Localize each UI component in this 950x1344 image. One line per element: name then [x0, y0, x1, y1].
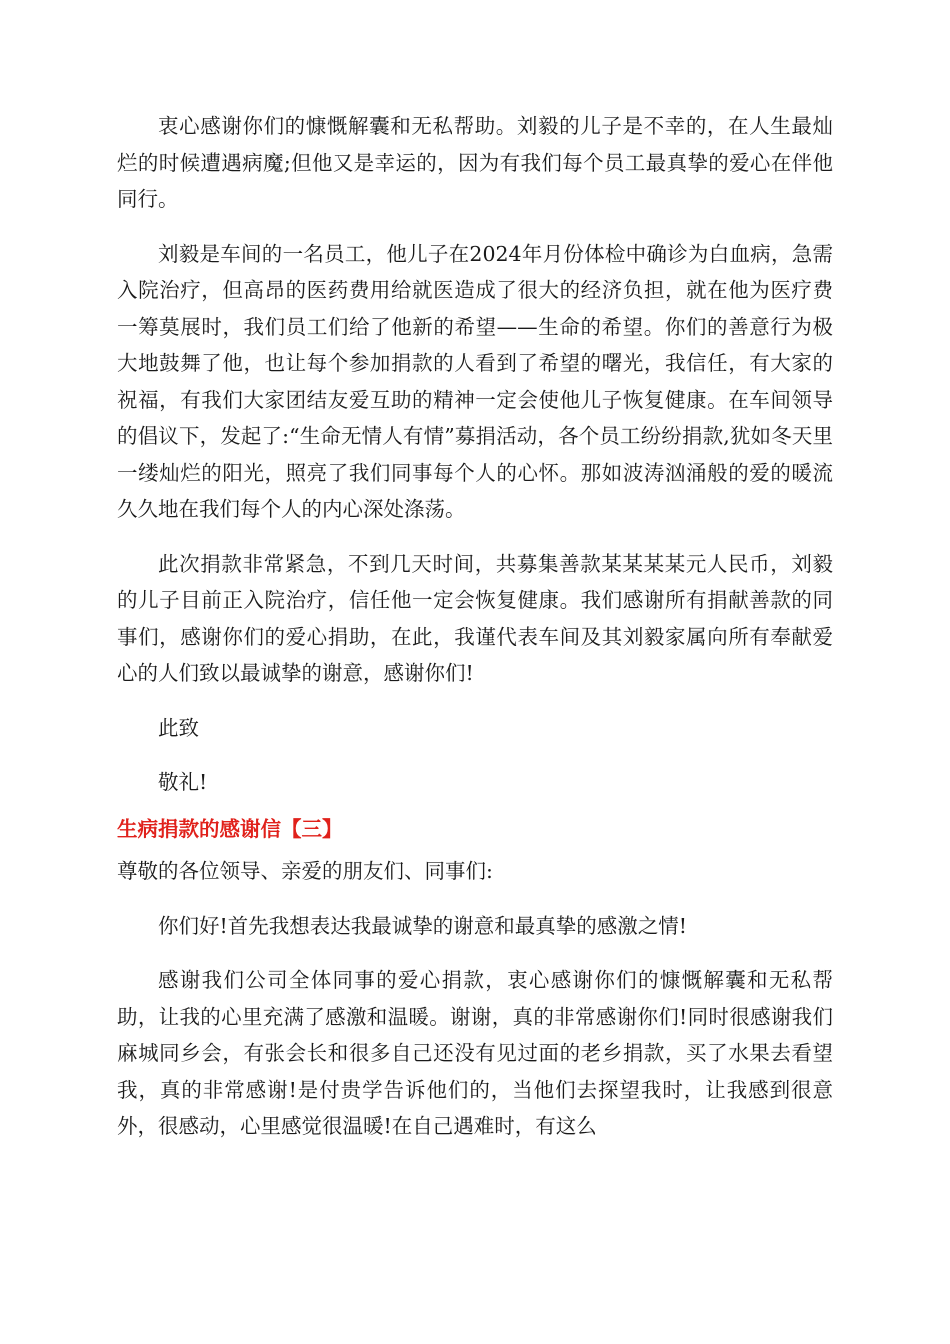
- paragraph-story: 刘毅是车间的一名员工，他儿子在2024年月份体检中确诊为白血病，急需入院治疗，但高昂的医药费用给就医造成了很大的经济负担，就在他为医疗费一筹莫展时，我们员工们给了他新的希望——生命的希望。你们的善意行为极大地鼓舞了他，也让每个参加捐款的人看到了希望的曙光，我信任，有大家的祝福，有我们大家团结友爱互助的精神一定会使他儿子恢复健康。在车间领导的倡议下，发起了:“生命无情人有情”募捐活动，各个员工纷纷捐款,犹如冬天里一缕灿烂的阳光，照亮了我们同事每个人的心怀。那如波涛汹涌般的爱的暖流久久地在我们每个人的内心深处涤荡。: [117, 241, 833, 521]
- paragraph-gratitude: 感谢我们公司全体同事的爱心捐款，衷心感谢你们的慷慨解囊和无私帮助，让我的心里充满了感激和温暖。谢谢，真的非常感谢你们!同时很感谢我们麻城同乡会，有张会长和很多自己还没有见过面的老乡捐款，买了水果去看望我，真的非常感谢!是付贵学告诉他们的，当他们去探望我时，让我感到很意外，很感动，心里感觉很温暖!在自己遇难时，有这么: [117, 968, 833, 1138]
- salutation: 尊敬的各位领导、亲爱的朋友们、同事们:: [117, 859, 493, 883]
- section-title: 生病捐款的感谢信【三】: [117, 816, 343, 841]
- closing-jingli: 敬礼!: [158, 770, 208, 794]
- paragraph-donation-summary: 此次捐款非常紧急，不到几天时间，共募集善款某某某某元人民币，刘毅的儿子目前正入院治疗，信任他一定会恢复健康。我们感谢所有捐献善款的同事们，感谢你们的爱心捐助，在此，我谨代表车间及其刘毅家属向所有奉献爱心的人们致以最诚挚的谢意，感谢你们!: [117, 551, 833, 685]
- paragraph-thanks-intro: 衷心感谢你们的慷慨解囊和无私帮助。刘毅的儿子是不幸的，在人生最灿烂的时候遭遇病魔;但他又是幸运的，因为有我们每个员工最真挚的爱心在伴他同行。: [117, 114, 833, 211]
- document-body: [117, 108, 833, 1163]
- paragraph-greeting: 你们好!首先我想表达我最诚挚的谢意和最真挚的感激之情!: [158, 913, 687, 938]
- closing-cizhi: 此致: [158, 715, 199, 740]
